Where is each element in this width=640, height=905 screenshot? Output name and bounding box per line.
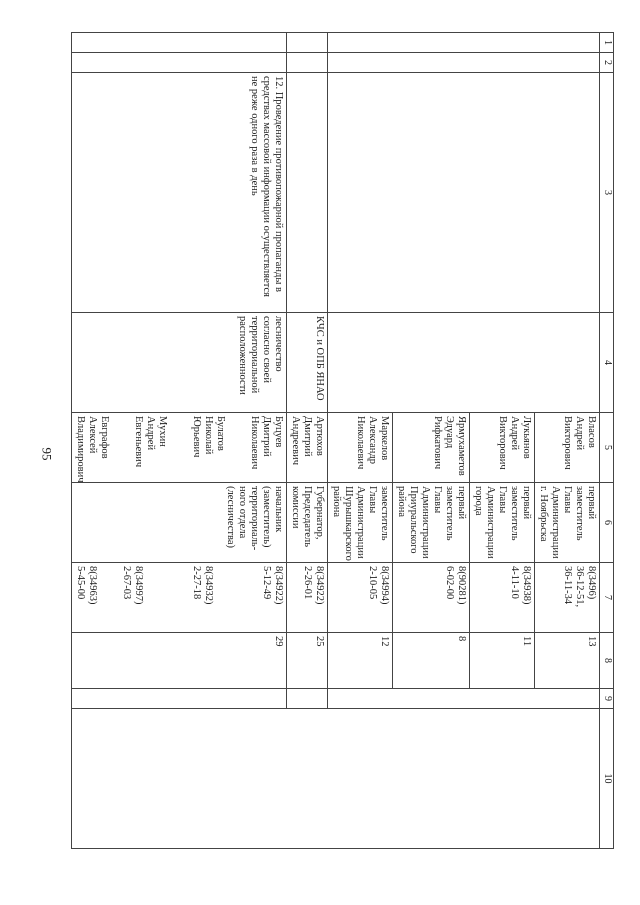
cell-3 [328, 73, 600, 313]
col-header: 9 [600, 689, 614, 709]
cell-1 [287, 33, 328, 53]
cell-10 [72, 709, 600, 849]
cell-8: 29 [72, 633, 287, 689]
table-row [535, 33, 600, 849]
page-number: 95 [39, 447, 55, 461]
person-name: Артюхов Дмитрий Андреевич [287, 413, 328, 483]
fire-safety-table [71, 32, 614, 849]
cell-2 [72, 53, 287, 73]
person-name: Власов Андрей Викторович [535, 413, 600, 483]
person-position: Губернатор, Председатель комиссии [287, 483, 328, 563]
person-phone: 8(34922) 2-26-01 [287, 563, 328, 633]
cell-8: 11 [470, 633, 535, 689]
person-position: первый заместитель Главы Администрации города [470, 483, 535, 563]
cell-8: 8 [393, 633, 470, 689]
person-phone: 8(34994) 2-10-05 [328, 563, 393, 633]
col-header: 6 [600, 483, 614, 563]
rotated-table-wrapper [75, 32, 614, 848]
cell-9 [72, 689, 287, 709]
col-header: 3 [600, 73, 614, 313]
cell-3 [287, 73, 328, 313]
person-position: первый заместитель Главы Администрации г. Ноябрьска [535, 483, 600, 563]
col-header: 5 [600, 413, 614, 483]
cell-9 [328, 689, 600, 709]
person-name: Лукьянов Андрей Викторович [470, 413, 535, 483]
person-phone: 8(90281) 6-02-00 [393, 563, 470, 633]
cell-2 [328, 53, 600, 73]
commission-name: КЧС и ОПБ ЯНАО [287, 313, 328, 413]
person-name: Маркелов Александр Николаевич [328, 413, 393, 483]
person-phone: 8(3496) 36-12-51, 36-11-34 [535, 563, 600, 633]
person-position: начальник (заместитель) территориаль- ного отдела (лесничества) [72, 483, 287, 563]
person-name: Буцуев Дмитрий Николаевич Булатов Николай Юрьевич Мухин Андрей Евгеньевич Евграфов Алексей Владимирович [72, 413, 287, 483]
cell-1 [328, 33, 600, 53]
person-position: первый заместитель Главы Администрации Приуральского района [393, 483, 470, 563]
cell-2 [287, 53, 328, 73]
col-header: 7 [600, 563, 614, 633]
cell-9 [287, 689, 328, 709]
header-row [600, 33, 614, 849]
document-sheet [75, 32, 614, 848]
cell-4 [328, 313, 600, 413]
forestry-cell: лесничество согласно своей территориальной расположенности [72, 313, 287, 413]
measure-text: 12. Проведение противопожарной пропаганды в средствах массовой информации осуществляется не реже одного раза в день [72, 73, 287, 313]
col-header: 10 [600, 709, 614, 849]
cell-8: 12 [328, 633, 393, 689]
person-name: Ярмухаметов Эдуард Рифкатович [393, 413, 470, 483]
person-position: заместитель Главы Администрации Шурышкарского района [328, 483, 393, 563]
col-header: 4 [600, 313, 614, 413]
cell-8: 25 [287, 633, 328, 689]
col-header: 2 [600, 53, 614, 73]
person-phone: 8(34938) 4-11-10 [470, 563, 535, 633]
cell-8: 13 [535, 633, 600, 689]
col-header: 8 [600, 633, 614, 689]
person-phone: 8(34922) 5-12-49 8(34932) 2-27-18 8(34997) 2-67-03 8(34963) 5-45-00 [72, 563, 287, 633]
cell-1 [72, 33, 287, 53]
col-header: 1 [600, 33, 614, 53]
